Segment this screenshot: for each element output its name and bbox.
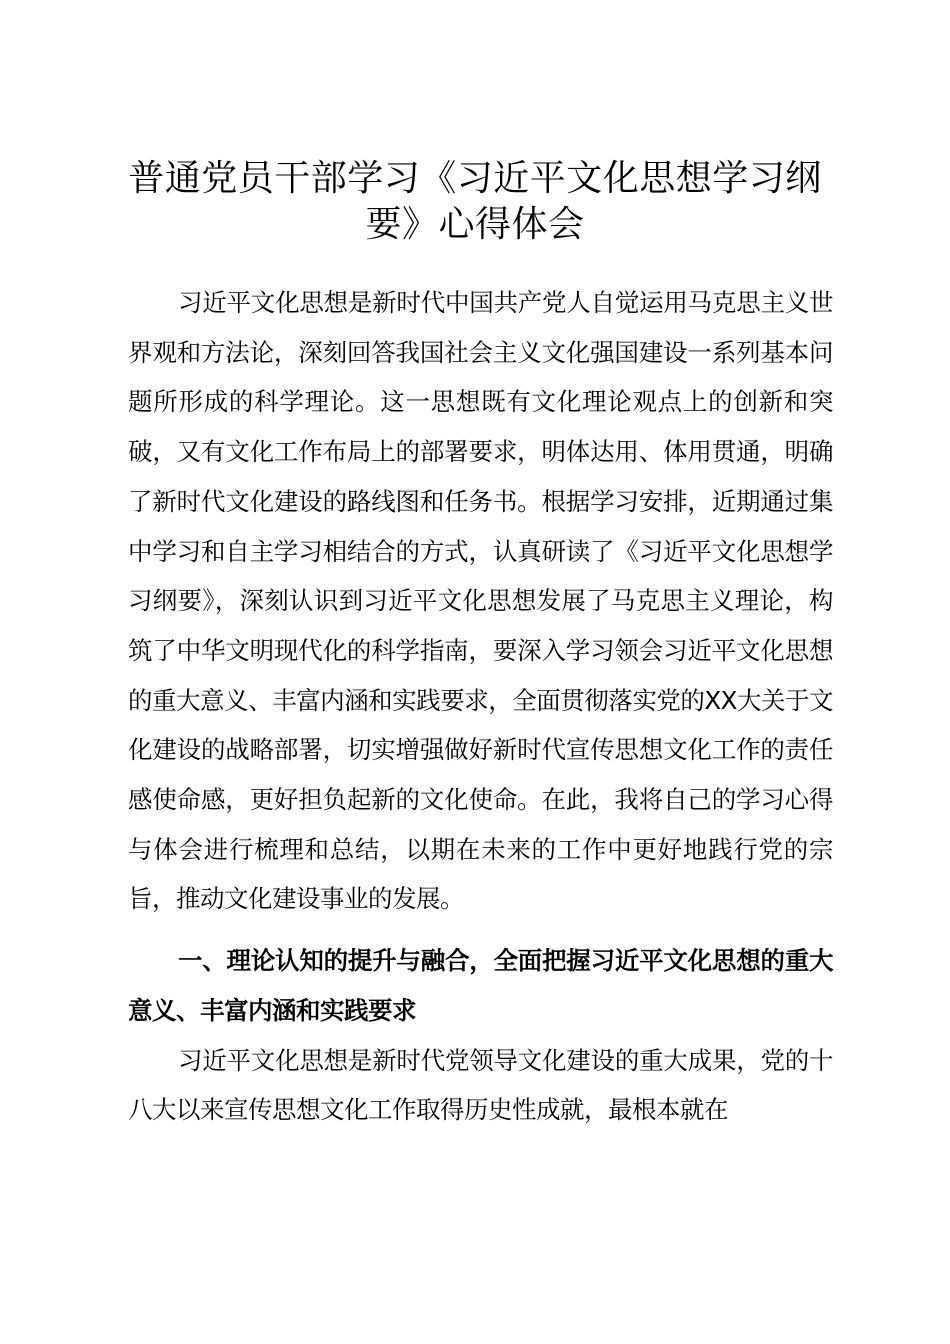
intro-paragraph: 习近平文化思想是新时代中国共产党人自觉运用马克思主义世界观和方法论，深刻回答我国社会主义文化强国建设一系列基本问题所形成的科学理论。这一思想既有文化理论观点上的创新和突破，又有文化工作布局上的部署要求，明体达用、体用贯通，明确了新时代文化建设的路线图和任务书。根据学习安排，近期通过集中学习和自主学习相结合的方式，认真研读了《习近平文化思想学习纲要》，深刻认识到习近平文化思想发展了马克思主义理论，构筑了中华文明现代化的科学指南，要深入学习领会习近平文化思想的重大意义、丰富内涵和实践要求，全面贯彻落实党的XX大关于文化建设的战略部署，切实增强做好新时代宣传思想文化工作的责任感使命感，更好担负起新的文化使命。在此，我将自己的学习心得与体会进行梳理和总结，以期在未来的工作中更好地践行党的宗旨，推动文化建设事业的发展。	[128, 288, 833, 914]
document-title: 普通党员干部学习《习近平文化思想学习纲要》心得体会	[128, 158, 822, 245]
document-body	[128, 278, 833, 1135]
section-paragraph: 习近平文化思想是新时代党领导文化建设的重大成果，党的十八大以来宣传思想文化工作取得历史性成就，最根本就在	[128, 1045, 833, 1125]
section-heading: 一、理论认知的提升与融合，全面把握习近平文化思想的重大意义、丰富内涵和实践要求	[128, 946, 833, 1025]
